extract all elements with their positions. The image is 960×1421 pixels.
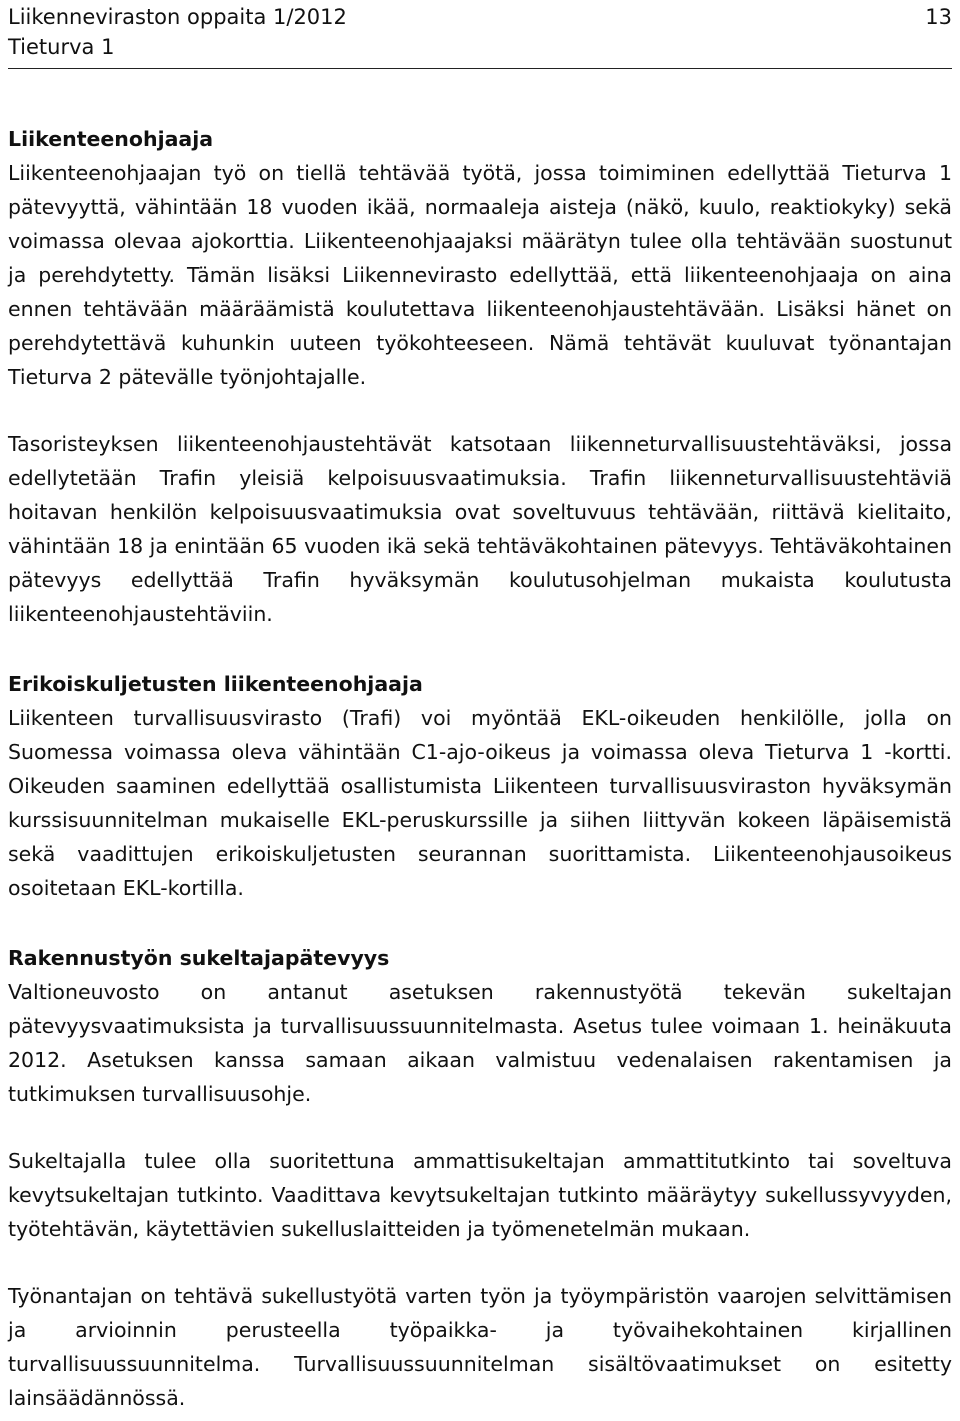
section-heading: Erikoiskuljetusten liikenteenohjaaja bbox=[8, 672, 423, 696]
body-paragraph: Valtioneuvosto on antanut asetuksen rakennustyötä tekevän sukeltajan pätevyysvaatimuksista ja turvallisuussuunnitelmasta. Asetus tulee voimaan 1. heinäkuuta 2012. Asetuksen kanssa samaan aikaan valmistuu vedenalaisen rakentamisen ja tutkimuksen turvallisuusohje. bbox=[8, 980, 952, 1106]
page-header bbox=[8, 0, 952, 69]
body-paragraph: Liikenteen turvallisuusvirasto (Trafi) voi myöntää EKL-oikeuden henkilölle, jolla on Suomessa voimassa oleva vähintään C1-ajo-oikeus ja voimassa oleva Tieturva 1 -kortti. Oikeuden saaminen edellyttää osallistumista Liikenteen turvallisuusviraston hyväksymän kurssisuunnitelman mukaiselle EKL-peruskurssille ja siihen liittyvän kokeen läpäisemistä sekä vaadittujen erikoiskuljetusten seurannan suorittamista. Liikenteenohjausoikeus osoitetaan EKL-kortilla. bbox=[8, 706, 952, 900]
body-paragraph: Sukeltajalla tulee olla suoritettuna ammattisukeltajan ammattitutkinto tai soveltuva kevytsukeltajan tutkinto. Vaadittava kevytsukeltajan tutkinto määräytyy sukellussyvyyden, työtehtävän, käytettävien sukelluslaitteiden ja työmenetelmän mukaan. bbox=[8, 1149, 952, 1241]
section-liikenteenohjaaja bbox=[8, 122, 952, 631]
body-paragraph: Liikenteenohjaajan työ on tiellä tehtävää työtä, jossa toimiminen edellyttää Tieturva 1 pätevyyttä, vähintään 18 vuoden ikää, normaaleja aisteja (näkö, kuulo, reaktiokyky) sekä voimassa olevaa ajokorttia. Liikenteenohjaajaksi määrätyn tulee olla tehtävään suostunut ja perehdytetty. Tämän lisäksi Liikennevirasto edellyttää, että liikenteenohjaaja on aina ennen tehtävään määräämistä koulutettava liikenteenohjaustehtävään. Lisäksi hänet on perehdytettävä kuhunkin uuteen työkohteeseen. Nämä tehtävät kuuluvat työnantajan Tieturva 2 pätevälle työnjohtajalle. bbox=[8, 161, 952, 389]
body-paragraph: Työnantajan on tehtävä sukellustyötä varten työn ja työympäristön vaarojen selvittämisen ja arvioinnin perusteella työpaikka- ja työvaihekohtainen kirjallinen turvallisuussuunnitelma. Turvallisuussuunnitelman sisältövaatimukset on esitetty lainsäädännössä. bbox=[8, 1284, 952, 1410]
section-rakennustyon-sukeltajapatevyys bbox=[8, 941, 952, 1415]
page-content bbox=[8, 122, 952, 1415]
section-heading: Liikenteenohjaaja bbox=[8, 127, 214, 151]
section-heading: Rakennustyön sukeltajapätevyys bbox=[8, 946, 390, 970]
publication-title: Liikenneviraston oppaita 1/2012 bbox=[8, 5, 347, 29]
page-number: 13 bbox=[925, 5, 952, 29]
chapter-title: Tieturva 1 bbox=[8, 35, 115, 59]
section-erikoiskuljetusten-liikenteenohjaaja bbox=[8, 667, 952, 905]
header-left bbox=[8, 2, 347, 62]
body-paragraph: Tasoristeyksen liikenteenohjaustehtävät katsotaan liikenneturvallisuustehtäväksi, jossa edellytetään Trafin yleisiä kelpoisuusvaatimuksia. Trafin liikenneturvallisuustehtäviä hoitavan henkilön kelpoisuusvaatimuksia ovat soveltuvuus tehtävään, riittävä kielitaito, vähintään 18 ja enintään 65 vuoden ikä sekä tehtäväkohtainen pätevyys. Tehtäväkohtainen pätevyys edellyttää Trafin hyväksymän koulutusohjelman mukaista koulutusta liikenteenohjaustehtäviin. bbox=[8, 432, 952, 626]
